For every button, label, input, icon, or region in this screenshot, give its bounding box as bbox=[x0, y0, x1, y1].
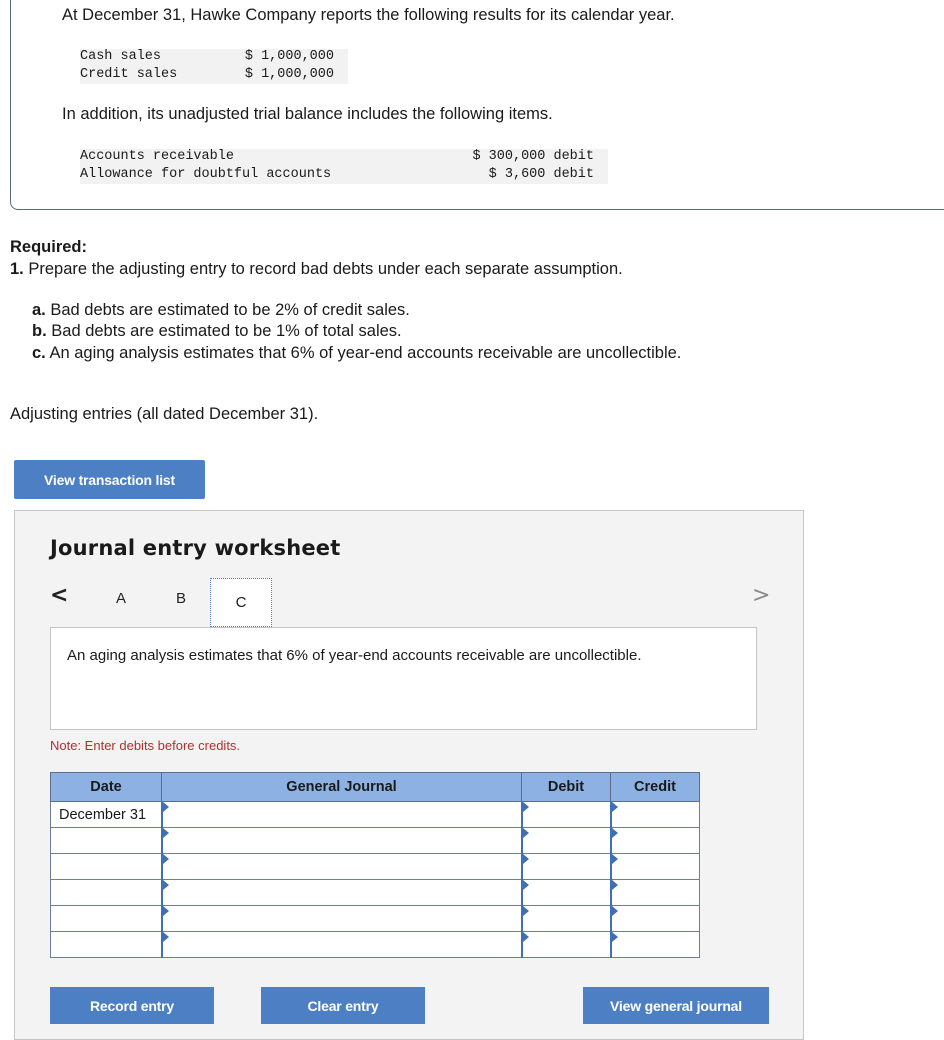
tab-a[interactable]: A bbox=[116, 590, 127, 607]
assumption-text: Bad debts are estimated to be 1% of total sales. bbox=[51, 322, 402, 340]
allowance-label: Allowance for doubtful accounts bbox=[80, 167, 332, 182]
required-heading: Required: bbox=[10, 238, 88, 256]
debit-input[interactable] bbox=[522, 906, 611, 932]
date-cell bbox=[51, 880, 162, 906]
adjusting-note: Adjusting entries (all dated December 31). bbox=[10, 405, 319, 423]
assumption-letter: b. bbox=[32, 322, 47, 340]
tab-b[interactable]: B bbox=[176, 590, 187, 607]
date-cell bbox=[51, 854, 162, 880]
dropdown-marker-icon bbox=[163, 906, 169, 916]
dropdown-marker-icon bbox=[612, 932, 618, 942]
date-header: Date bbox=[51, 773, 162, 802]
dropdown-marker-icon bbox=[523, 802, 529, 812]
table-row bbox=[51, 854, 700, 880]
assumption-c bbox=[32, 344, 681, 363]
assumption-letter: a. bbox=[32, 301, 46, 319]
table-row bbox=[51, 802, 700, 828]
account-input[interactable] bbox=[162, 906, 522, 932]
dropdown-marker-icon bbox=[612, 854, 618, 864]
record-entry-button[interactable]: Record entry bbox=[50, 987, 214, 1024]
trial-balance-table bbox=[80, 149, 608, 184]
clear-entry-button[interactable]: Clear entry bbox=[261, 987, 425, 1024]
worksheet-title: Journal entry worksheet bbox=[50, 536, 341, 560]
dropdown-marker-icon bbox=[523, 906, 529, 916]
credit-sales-label: Credit sales bbox=[80, 67, 178, 82]
dropdown-marker-icon bbox=[612, 802, 618, 812]
table-row bbox=[51, 932, 700, 958]
credit-input[interactable] bbox=[611, 802, 700, 828]
required-item-text: Prepare the adjusting entry to record bad debts under each separate assumption. bbox=[28, 260, 623, 278]
dropdown-marker-icon bbox=[523, 854, 529, 864]
table-row bbox=[51, 828, 700, 854]
dropdown-marker-icon bbox=[612, 828, 618, 838]
entry-description: An aging analysis estimates that 6% of year-end accounts receivable are uncollectible. bbox=[50, 627, 757, 730]
next-arrow-icon[interactable]: > bbox=[752, 583, 771, 608]
tab-c-active[interactable]: C bbox=[210, 578, 272, 627]
dropdown-marker-icon bbox=[523, 932, 529, 942]
cash-sales-value: $ 1,000,000 bbox=[244, 49, 334, 64]
dropdown-marker-icon bbox=[163, 802, 169, 812]
credit-input[interactable] bbox=[611, 854, 700, 880]
debit-input[interactable] bbox=[522, 880, 611, 906]
required-item bbox=[10, 260, 623, 279]
dropdown-marker-icon bbox=[163, 828, 169, 838]
dropdown-marker-icon bbox=[612, 880, 618, 890]
sales-table bbox=[80, 49, 348, 84]
assumption-a bbox=[32, 301, 410, 320]
account-input[interactable] bbox=[162, 880, 522, 906]
assumption-letter: c. bbox=[32, 344, 46, 362]
account-input[interactable] bbox=[162, 802, 522, 828]
assumption-text: Bad debts are estimated to be 2% of credit sales. bbox=[50, 301, 410, 319]
credit-sales-value: $ 1,000,000 bbox=[244, 67, 334, 82]
required-item-number: 1. bbox=[10, 260, 24, 278]
date-cell bbox=[51, 932, 162, 958]
date-cell: December 31 bbox=[51, 802, 162, 828]
addition-text: In addition, its unadjusted trial balance includes the following items. bbox=[62, 105, 553, 123]
account-input[interactable] bbox=[162, 932, 522, 958]
dropdown-marker-icon bbox=[612, 906, 618, 916]
dropdown-marker-icon bbox=[163, 854, 169, 864]
prev-arrow-icon[interactable]: < bbox=[50, 583, 69, 608]
credit-input[interactable] bbox=[611, 828, 700, 854]
credit-input[interactable] bbox=[611, 932, 700, 958]
debit-credit-note: Note: Enter debits before credits. bbox=[50, 738, 241, 753]
debit-input[interactable] bbox=[522, 854, 611, 880]
debit-header: Debit bbox=[522, 773, 611, 802]
date-cell bbox=[51, 906, 162, 932]
dropdown-marker-icon bbox=[163, 880, 169, 890]
credit-input[interactable] bbox=[611, 906, 700, 932]
assumption-text: An aging analysis estimates that 6% of year-end accounts receivable are uncollectible. bbox=[49, 344, 682, 362]
view-general-journal-button[interactable]: View general journal bbox=[583, 987, 769, 1024]
general-journal-header: General Journal bbox=[162, 773, 522, 802]
debit-input[interactable] bbox=[522, 932, 611, 958]
credit-header: Credit bbox=[611, 773, 700, 802]
question-intro: At December 31, Hawke Company reports the following results for its calendar year. bbox=[62, 6, 675, 24]
credit-input[interactable] bbox=[611, 880, 700, 906]
journal-table-header bbox=[51, 773, 700, 802]
table-row bbox=[51, 880, 700, 906]
view-transaction-list-button[interactable]: View transaction list bbox=[14, 460, 205, 499]
dropdown-marker-icon bbox=[523, 880, 529, 890]
account-input[interactable] bbox=[162, 828, 522, 854]
ar-label: Accounts receivable bbox=[80, 149, 234, 164]
ar-value: $ 300,000 debit bbox=[472, 149, 594, 164]
journal-table bbox=[50, 772, 700, 958]
account-input[interactable] bbox=[162, 854, 522, 880]
debit-input[interactable] bbox=[522, 828, 611, 854]
debit-input[interactable] bbox=[522, 802, 611, 828]
dropdown-marker-icon bbox=[163, 932, 169, 942]
assumption-b bbox=[32, 322, 402, 341]
cash-sales-label: Cash sales bbox=[80, 49, 162, 64]
allowance-value: $ 3,600 debit bbox=[488, 167, 594, 182]
date-cell bbox=[51, 828, 162, 854]
table-row bbox=[51, 906, 700, 932]
dropdown-marker-icon bbox=[523, 828, 529, 838]
